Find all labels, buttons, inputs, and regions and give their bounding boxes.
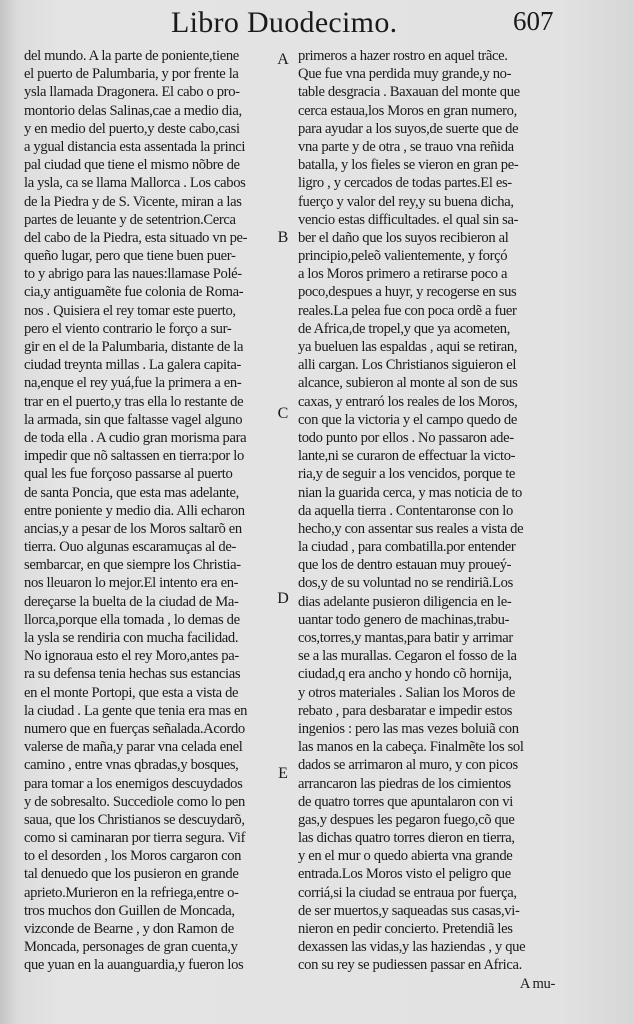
text-line: arrancaron las piedras de los cimientos [298,775,511,792]
text-line: pal ciudad que tiene el mismo nõbre de [24,157,240,174]
text-line: rebato , para desbaratar e impedir estos [298,702,513,719]
text-line: table desgracia . Baxauan del monte que [298,84,520,101]
text-line: para ayudar a los suyos,de suerte que de [298,120,519,137]
marginal-letter-b: B [277,229,289,246]
text-line: poco,despues a huyr, y recogerse en sus [298,284,517,301]
text-line: sembarcar, en que siempre los Christia- [24,557,241,574]
text-line: nieron en pedir concierto. Pretendiã les [298,921,513,937]
text-line: y en medio del puerto,y deste cabo,casi [24,120,240,137]
running-title: Libro Duodecimo. [171,6,398,39]
text-line: del cabo de la Piedra, esta situado vn pe- [24,229,248,246]
text-line: na,enque el rey yuá,fue la primera a en- [24,375,242,392]
text-line: todo punto por ellos . No passaron ade- [298,429,514,446]
text-line: ra su defensa tenia hechas sus estancias [24,666,241,683]
text-line: a los Moros primero a retirarse poco a [298,266,508,283]
right-text-column [298,47,558,993]
text-line: reales.La pelea fue con poca ordẽ a fuer [298,302,517,319]
text-line: nian la guarida cerca, y mas noticia de to [298,484,522,501]
text-line: lante,ni se curaron de effectuar la victo- [298,448,516,465]
text-line: da aquella tierra . Contentaronse con lo [298,502,513,519]
text-line: con su rey se pudiessen passar en Africa. [298,957,522,974]
text-line: dias adelante pusieron diligencia en le- [298,593,512,610]
text-line: principio,peleõ valientemente, y forçó [298,248,508,265]
text-line: caxas, y entraró los reales de los Moros, [298,393,518,410]
text-line: de santa Poncia, que esta mas adelante, [24,484,239,501]
text-line: dereçarse la buelta de la ciudad de Ma- [24,593,239,610]
text-line: y en el mur o quedo abierta vna grande [298,848,513,865]
text-line: A mu- [519,975,555,992]
text-line: montorio delas Salinas,cae a medio dia, [24,102,242,119]
text-line: tal denuedo que los pusieron en grande [24,866,239,883]
text-line: y otros materiales . Salian los Moros de [298,684,516,701]
text-line: de la Piedra y de S. Vicente, miran a las [24,193,242,210]
text-line: ciudad,q era ancho y hondo cõ hornija, [298,666,512,683]
text-line: Que fue vna perdida muy grande,y no- [298,66,512,83]
text-line: ligro , y cercados de todas partes.El es- [298,175,512,192]
text-line: tierra. Ouo algunas escaramuças al de- [24,539,236,556]
text-line: hecho,y con assentar sus reales a vista de [298,520,524,537]
text-line: alcance, subieron al monte al son de sus [298,375,518,392]
page-number: 607 [513,6,554,36]
text-line: ancias,y a pesar de los Moros saltarõ en [24,520,242,537]
text-line: primeros a hazer rostro en aquel trãce. [298,48,508,64]
text-line: trar en el puerto,y tras ella lo restante de [24,393,244,410]
text-line: saua, que los Christianos se descuydarõ, [24,811,245,828]
text-line: la ysla, ca se llama Mallorca . Los cabos [24,175,246,192]
text-line: la armada, sin que faltasse vagel alguno [24,411,243,428]
text-line: que los de dentro estauan muy proueý- [298,557,512,574]
text-line: cia,y antiguamẽte fue colonia de Roma- [24,284,244,301]
text-line: ber el daño que los suyos recibieron al [298,229,509,246]
left-text-column [24,47,276,975]
text-line: impedir que nõ saltassen en tierra:por lo [24,448,244,465]
text-line: partes de leuante y de setentrion.Cerca [24,211,236,228]
text-line: de quatro torres que apuntalaron con vi [298,793,513,810]
text-line: ria,y de seguir a los vencidos, porque te [298,466,516,483]
text-line: la ciudad , para combatilla.por entender [298,539,516,556]
text-line: to y abrigo para las naues:llamase Polé- [24,266,242,283]
text-line: fuerço y valor del rey,y su buena dicha, [298,193,514,210]
text-line: valerse de maña,y parar vna celada enel [24,739,243,756]
text-line: ingenios : pero las mas vezes boluiã con [298,720,519,737]
text-line: cos,torres,y mantas,para batir y arrimar [298,630,513,646]
text-line: la ysla se rendiria con mucha facilidad. [24,630,239,646]
text-line: corriá,si la ciudad se entraua por fuerça, [298,884,517,901]
text-line: se a las murallas. Cegaron el fosso de la [298,648,517,665]
text-line: pero el viento contrario le forço a sur- [24,320,232,337]
text-line: entre poniente y medio dia. Alli echaron [24,502,245,519]
text-line: las dichas quatro torres dieron en tierra, [298,830,515,847]
text-line: vizconde de Bearne , y don Ramon de [24,921,234,937]
text-line: con que la victoria y el campo quedo de [298,411,517,428]
text-line: el puerto de Palumbaria, y por frente la [24,66,239,83]
text-line: aprieto.Murieron en la refriega,entre o- [24,884,239,901]
text-line: que yuan en la auanguardia,y fueron los [24,957,244,974]
text-line: como si caminaran por tierra segura. Vif [24,830,246,847]
marginal-letter-e: E [278,765,288,782]
page-header [0,6,634,44]
text-line: del mundo. A la parte de poniente,tiene [24,48,239,64]
text-line: dos,y de su voluntad no se rendiriã.Los [298,575,513,592]
text-line: dexassen las vidas,y las haziendas , y que [298,939,526,956]
text-line: to el desorden , los Moros cargaron con [24,848,242,865]
text-line: Moncada, personages de gran cuenta,y [24,939,238,956]
marginal-letter-a: A [277,51,289,68]
marginal-letter-c: C [277,405,289,422]
text-line: a ygual distancia esta assentada la princi [24,138,246,155]
text-line: nos lleuaron lo mejor.El intento era en- [24,575,239,592]
text-line: la ciudad . La gente que tenia era mas en [24,702,248,719]
text-line: alli cargan. Los Christianos siguieron el [298,357,517,374]
text-line: ya bueluen las espaldas , aqui se retiran, [298,339,518,355]
text-line: llorca,porque ella tomada , lo demas de [24,611,240,628]
text-line: vna parte y de otra , se trauo vna reñida [298,138,514,155]
text-line: las manos en la cabeça. Finalmẽte los sol [298,739,524,756]
text-line: de ser muertos,y saqueadas sus casas,vi- [298,902,520,919]
text-line: camino , entre vnas qbradas,y bosques, [24,757,239,774]
text-line: numero que en fuerças señalada.Acordo [24,720,245,737]
text-line: nos . Quisiera el rey tomar este puerto, [24,302,236,319]
text-line: en el monte Portopi, que esta a vista de [24,684,239,701]
text-line: uantar todo genero de machinas,trabu- [298,611,510,628]
text-line: gas,y despues les pegaron fuego,cõ que [298,811,515,828]
text-line: de Africa,de tropel,y que ya acometen, [298,320,510,337]
text-line: gir en el de la Palumbaria, distante de la [24,339,244,355]
text-line: qual les fue forçoso passarse al puerto [24,466,233,483]
text-line: de toda ella . A cudio gran morisma para [24,429,247,446]
text-line: para tomar a los enemigos descuydados [24,775,243,792]
marginal-letter-d: D [277,590,289,607]
text-line: dados se arrimaron al muro, y con picos [298,757,518,774]
text-line: y de sobresalto. Succediole como lo pen [24,793,246,810]
text-line: ysla llamada Dragonera. El cabo o pro- [24,84,240,101]
text-line: No ignoraua esto el rey Moro,antes pa- [24,648,239,665]
text-line: ciudad treynta millas . La galera capita- [24,357,242,374]
text-line: cerca estaua,los Moros en gran numero, [298,102,517,119]
text-line: vencio estas difficultades. el qual sin sa- [298,211,519,228]
text-line: tros muchos don Guillen de Moncada, [24,902,235,919]
text-line: batalla, y los fieles se vieron en gran pe- [298,157,519,174]
text-line: queño lugar, pero que tiene buen puer- [24,248,236,265]
text-line: entrada.Los Moros visto el peligro que [298,866,511,883]
